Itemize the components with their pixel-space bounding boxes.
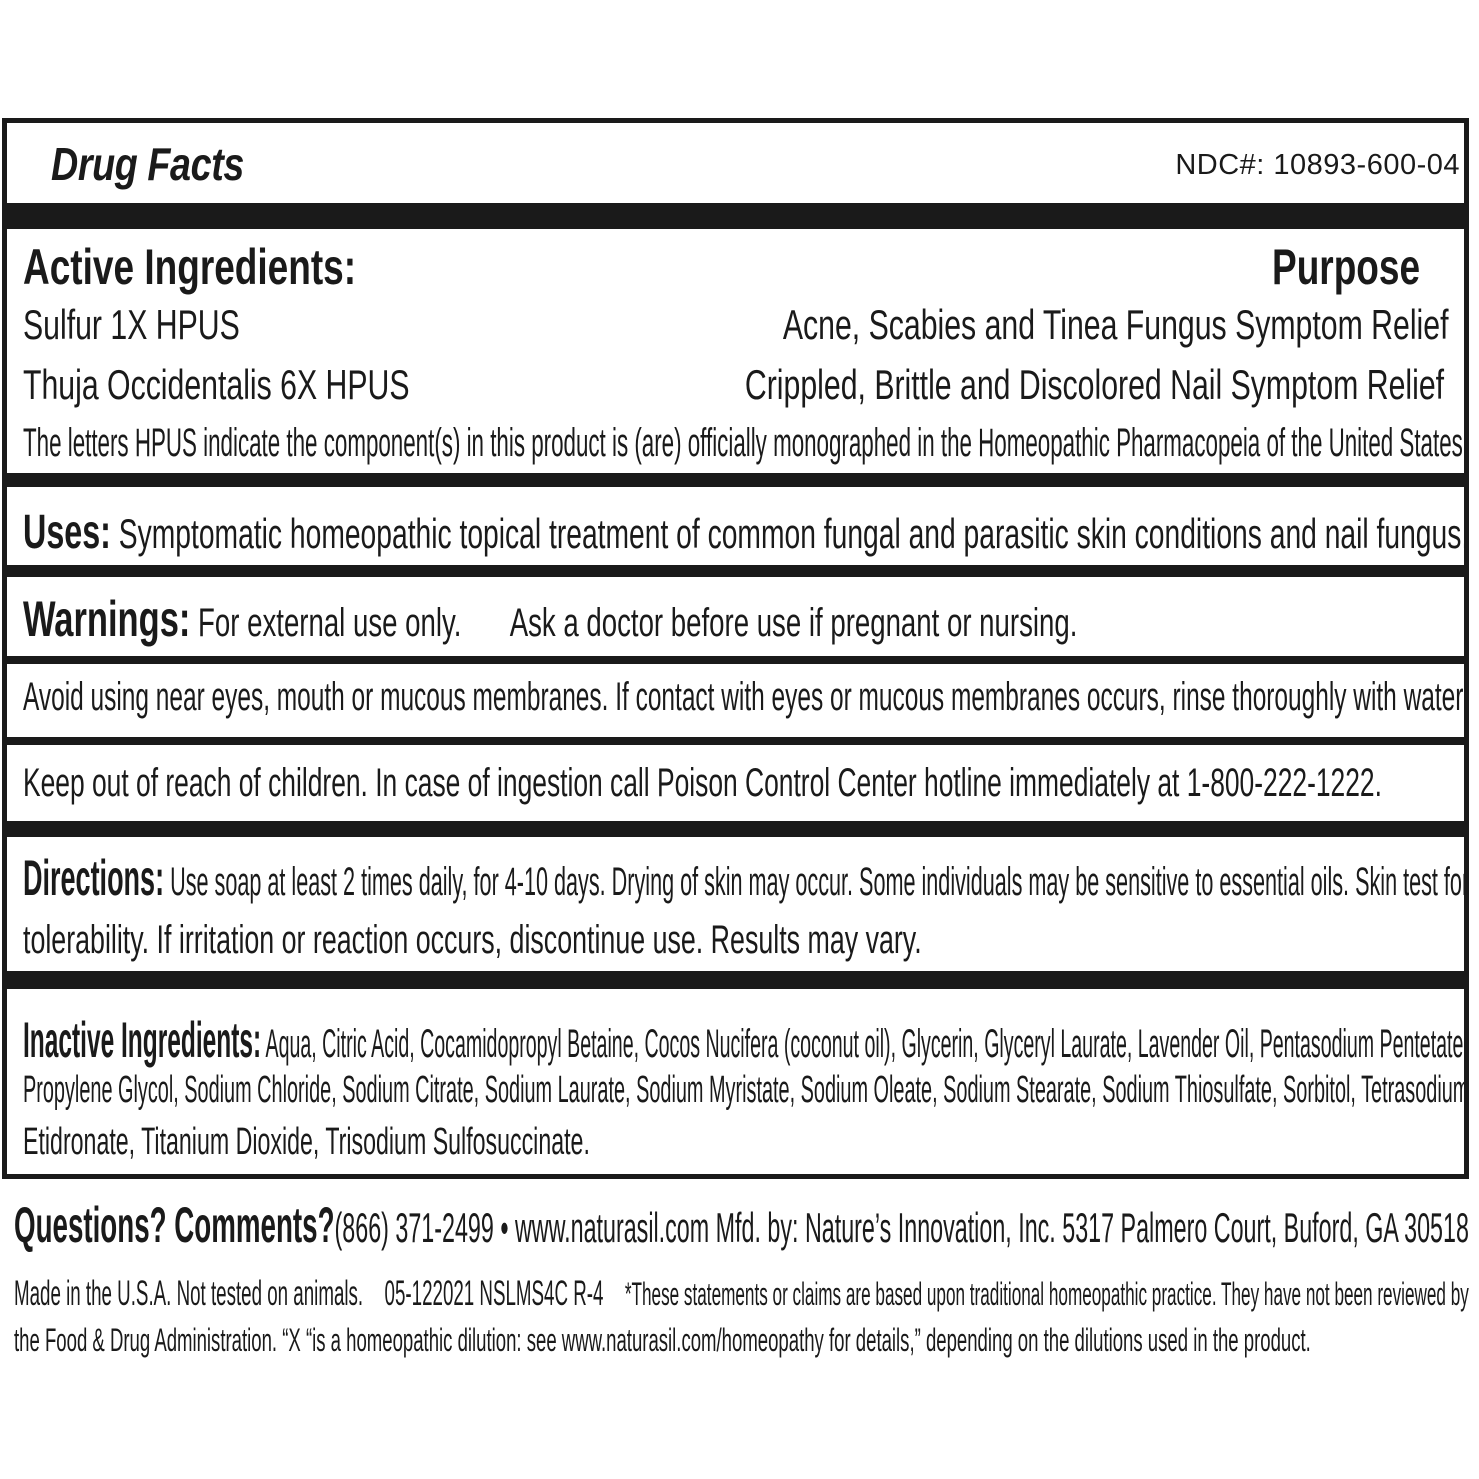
inactive-ingredients-line-1: Inactive Ingredients: Aqua, Citric Acid, Cocamidopropyl Betaine, Cocos Nucifera (coconut oil), Glycerin, Glyceryl Laurate, Lavender Oil, Pentasodium Pentetate,	[23, 1012, 1469, 1068]
keep-out-of-reach-warning: Keep out of reach of children. In case of ingestion call Poison Control Center hotline immediately at 1-800-222-1222.	[23, 761, 1382, 805]
section-divider	[7, 473, 1464, 487]
section-divider-thick	[7, 203, 1464, 229]
active-ingredient-2: Thuja Occidentalis 6X HPUS	[23, 361, 410, 408]
uses-text: Symptomatic homeopathic topical treatment of common fungal and parasitic skin conditions and nail fungus.	[118, 510, 1470, 557]
avoid-contact-warning: Avoid using near eyes, mouth or mucous membranes. If contact with eyes or mucous membranes occurs, rinse thoroughly with water.	[23, 675, 1469, 719]
section-divider	[7, 971, 1464, 989]
warnings-label: Warnings:	[23, 591, 191, 647]
hpus-note: The letters HPUS indicate the component(s) in this product is (are) officially monographed in the Homeopathic Pharmacopeia of the United States.	[23, 421, 1470, 465]
drug-facts-title: Drug Facts	[51, 138, 244, 190]
section-divider	[7, 821, 1464, 837]
drug-facts-panel	[2, 118, 1469, 1179]
inactive-ingredients-line-3: Etidronate, Titanium Dioxide, Trisodium Sulfosuccinate.	[23, 1121, 590, 1163]
warnings-section	[23, 590, 1077, 648]
made-in-usa-line: Made in the U.S.A. Not tested on animals. 05-122021 NSLMS4C R-4 *These statements or claims are based upon traditional homeopathic practice. They have not been reviewed by	[14, 1274, 1469, 1313]
uses-section	[23, 505, 1469, 560]
questions-comments-label: Questions? Comments?	[14, 1197, 335, 1253]
section-divider	[7, 656, 1464, 664]
inactive-ingredients-label: Inactive Ingredients:	[23, 1012, 262, 1068]
purpose-heading: Purpose	[1271, 239, 1420, 295]
directions-line-2: tolerability. If irritation or reaction occurs, discontinue use. Results may vary.	[23, 918, 922, 962]
active-ingredients-heading: Active Ingredients:	[23, 239, 357, 295]
directions-line-1: Directions: Use soap at least 2 times daily, for 4-10 days. Drying of skin may occur. Some individuals may be sensitive to essential oils. Skin test for	[23, 850, 1470, 906]
drug-facts-header	[7, 123, 1464, 207]
inactive-ingredients-line-2: Propylene Glycol, Sodium Chloride, Sodium Citrate, Sodium Laurate, Sodium Myristate, Sodium Oleate, Sodium Stearate, Sodium Thiosulfate, Sorbitol, Tetrasodium	[23, 1069, 1470, 1111]
disclaimer-line-1: *These statements or claims are based upon traditional homeopathic practice. They have not been reviewed by	[624, 1276, 1469, 1312]
purpose-1: Acne, Scabies and Tinea Fungus Symptom Relief	[782, 301, 1448, 348]
active-ingredient-1: Sulfur 1X HPUS	[23, 301, 240, 348]
uses-label: Uses:	[23, 506, 111, 559]
warnings-text-2: Ask a doctor before use if pregnant or nursing.	[509, 601, 1078, 645]
product-code: 05-122021 NSLMS4C R-4	[384, 1274, 604, 1313]
warnings-text-1: For external use only.	[198, 601, 462, 645]
section-divider	[7, 737, 1464, 745]
contact-info: (866) 371-2499 • www.naturasil.com Mfd. by: Nature’s Innovation, Inc. 5317 Palmero Court, Buford, GA 30518	[334, 1204, 1469, 1251]
ndc-number: NDC#: 10893-600-04	[1175, 149, 1460, 181]
questions-comments-line	[14, 1196, 1469, 1254]
purpose-2: Crippled, Brittle and Discolored Nail Symptom Relief	[744, 361, 1444, 408]
disclaimer-line-2: the Food & Drug Administration. “X “is a homeopathic dilution: see www.naturasil.com/homeopathy for details,” depending on the dilutions used in the product.	[14, 1322, 1311, 1358]
directions-label: Directions:	[23, 850, 165, 906]
section-divider	[7, 565, 1464, 577]
